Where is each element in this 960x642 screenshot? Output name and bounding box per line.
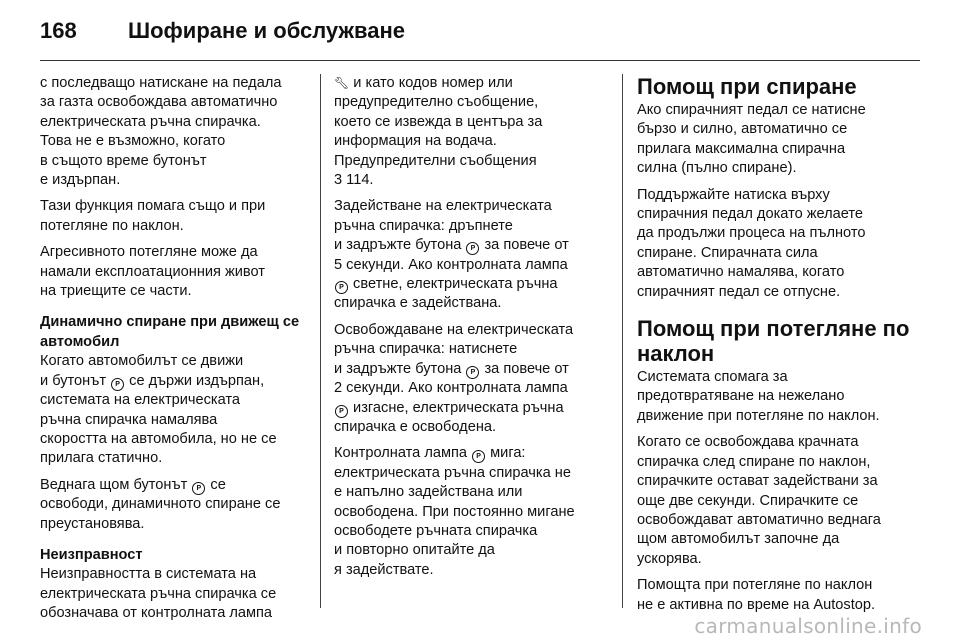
parking-brake-icon: P: [111, 378, 124, 391]
paragraph: 🔧︎ и като кодов номер или предупредително съобщение, което се извежда в центъра за информация на водача. Предупредителни съобщения 3 114.: [334, 74, 604, 190]
paragraph: Освобождаване на електрическата ръчна спирачка: натиснете и задръжте бутона P за повече от 2 секунди. Ако контролната лампа P изгасне, електрическата ръчна спирачка е освободена.: [334, 321, 574, 435]
column-divider: [320, 74, 321, 608]
header-divider: [40, 60, 920, 61]
page-number: 168: [40, 18, 77, 43]
paragraph: Тази функция помага също и при потегляне по наклон.: [40, 198, 266, 234]
paragraph: Неизправността в системата на електрическата ръчна спирачка се обозначава от контролната лампа: [40, 566, 277, 622]
paragraph: Когато автомобилът се движи и бутонът P се държи издърпан, системата на електрическата ръчна спирачка намалява скоростта на автомобила, но не се прилага статично.: [40, 353, 277, 467]
section-heading-fault: Неизправност: [40, 546, 143, 563]
column-divider: [622, 74, 623, 608]
section-heading-dynamic-braking: Динамично спиране при движещ се автомобил: [40, 314, 300, 350]
parking-brake-icon: P: [335, 281, 348, 294]
paragraph: Системата спомага за предотвратяване на нежелано движение при потегляне по наклон.: [637, 369, 880, 424]
paragraph: Когато се освобождава крачната спирачка след спиране по наклон, спирачките остават задействани за още две секунди. Спирачките се освобождават автоматично веднага щом автомобилът започне да ускорява.: [637, 434, 881, 567]
parking-brake-icon: P: [472, 450, 485, 463]
section-heading-hill-start-assist: Помощ при потегляне по наклон: [637, 316, 910, 367]
paragraph: с последващо натискане на педала за газта освобождава автоматично електрическата ръчна спирачка. Това не е възможно, когато в същото време бутонът е издърпан.: [40, 75, 282, 189]
parking-brake-icon: P: [466, 242, 479, 255]
paragraph: Помощта при потегляне по наклон не е активна по време на Autostop.: [637, 577, 876, 613]
page-title: Шофиране и обслужване: [128, 18, 406, 43]
watermark: carmanualsonline.info: [694, 614, 922, 638]
wrench-icon: 🔧︎: [334, 76, 350, 90]
paragraph: Задействане на електрическата ръчна спирачка: дръпнете и задръжте бутона P за повече от 5 секунди. Ако контролната лампа P светне, електрическата ръчна спирачка е задействана.: [334, 198, 569, 312]
paragraph: Агресивното потегляне може да намали експлоатационния живот на триещите се части.: [40, 244, 265, 300]
page-header: [40, 12, 920, 60]
paragraph: Поддържайте натиска върху спирачния педал докато желаете да продължи процеса на пълното спиране. Спирачната сила автоматично намалява, когато спирачният педал се отпусне.: [637, 186, 866, 300]
parking-brake-icon: P: [335, 405, 348, 418]
paragraph: Веднага щом бутонът P се освободи, динамичното спиране се преустановява.: [40, 476, 281, 532]
parking-brake-icon: P: [192, 482, 205, 495]
column-1: [40, 74, 308, 631]
paragraph: Ако спирачният педал се натисне бързо и силно, автоматично се прилага максимална спирачна силна (пълно спиране).: [637, 102, 866, 177]
parking-brake-icon: P: [466, 366, 479, 379]
column-2: [334, 74, 604, 587]
column-3: [637, 74, 912, 622]
section-heading-brake-assist: Помощ при спиране: [637, 74, 857, 99]
page-reference[interactable]: 3 114.: [334, 172, 374, 189]
paragraph: Контролната лампа P мига: електрическата ръчна спирачка не е напълно задействана или освободена. При постоянно мигане освободете ръчната спирачка и повторно опитайте да я задействате.: [334, 445, 575, 578]
